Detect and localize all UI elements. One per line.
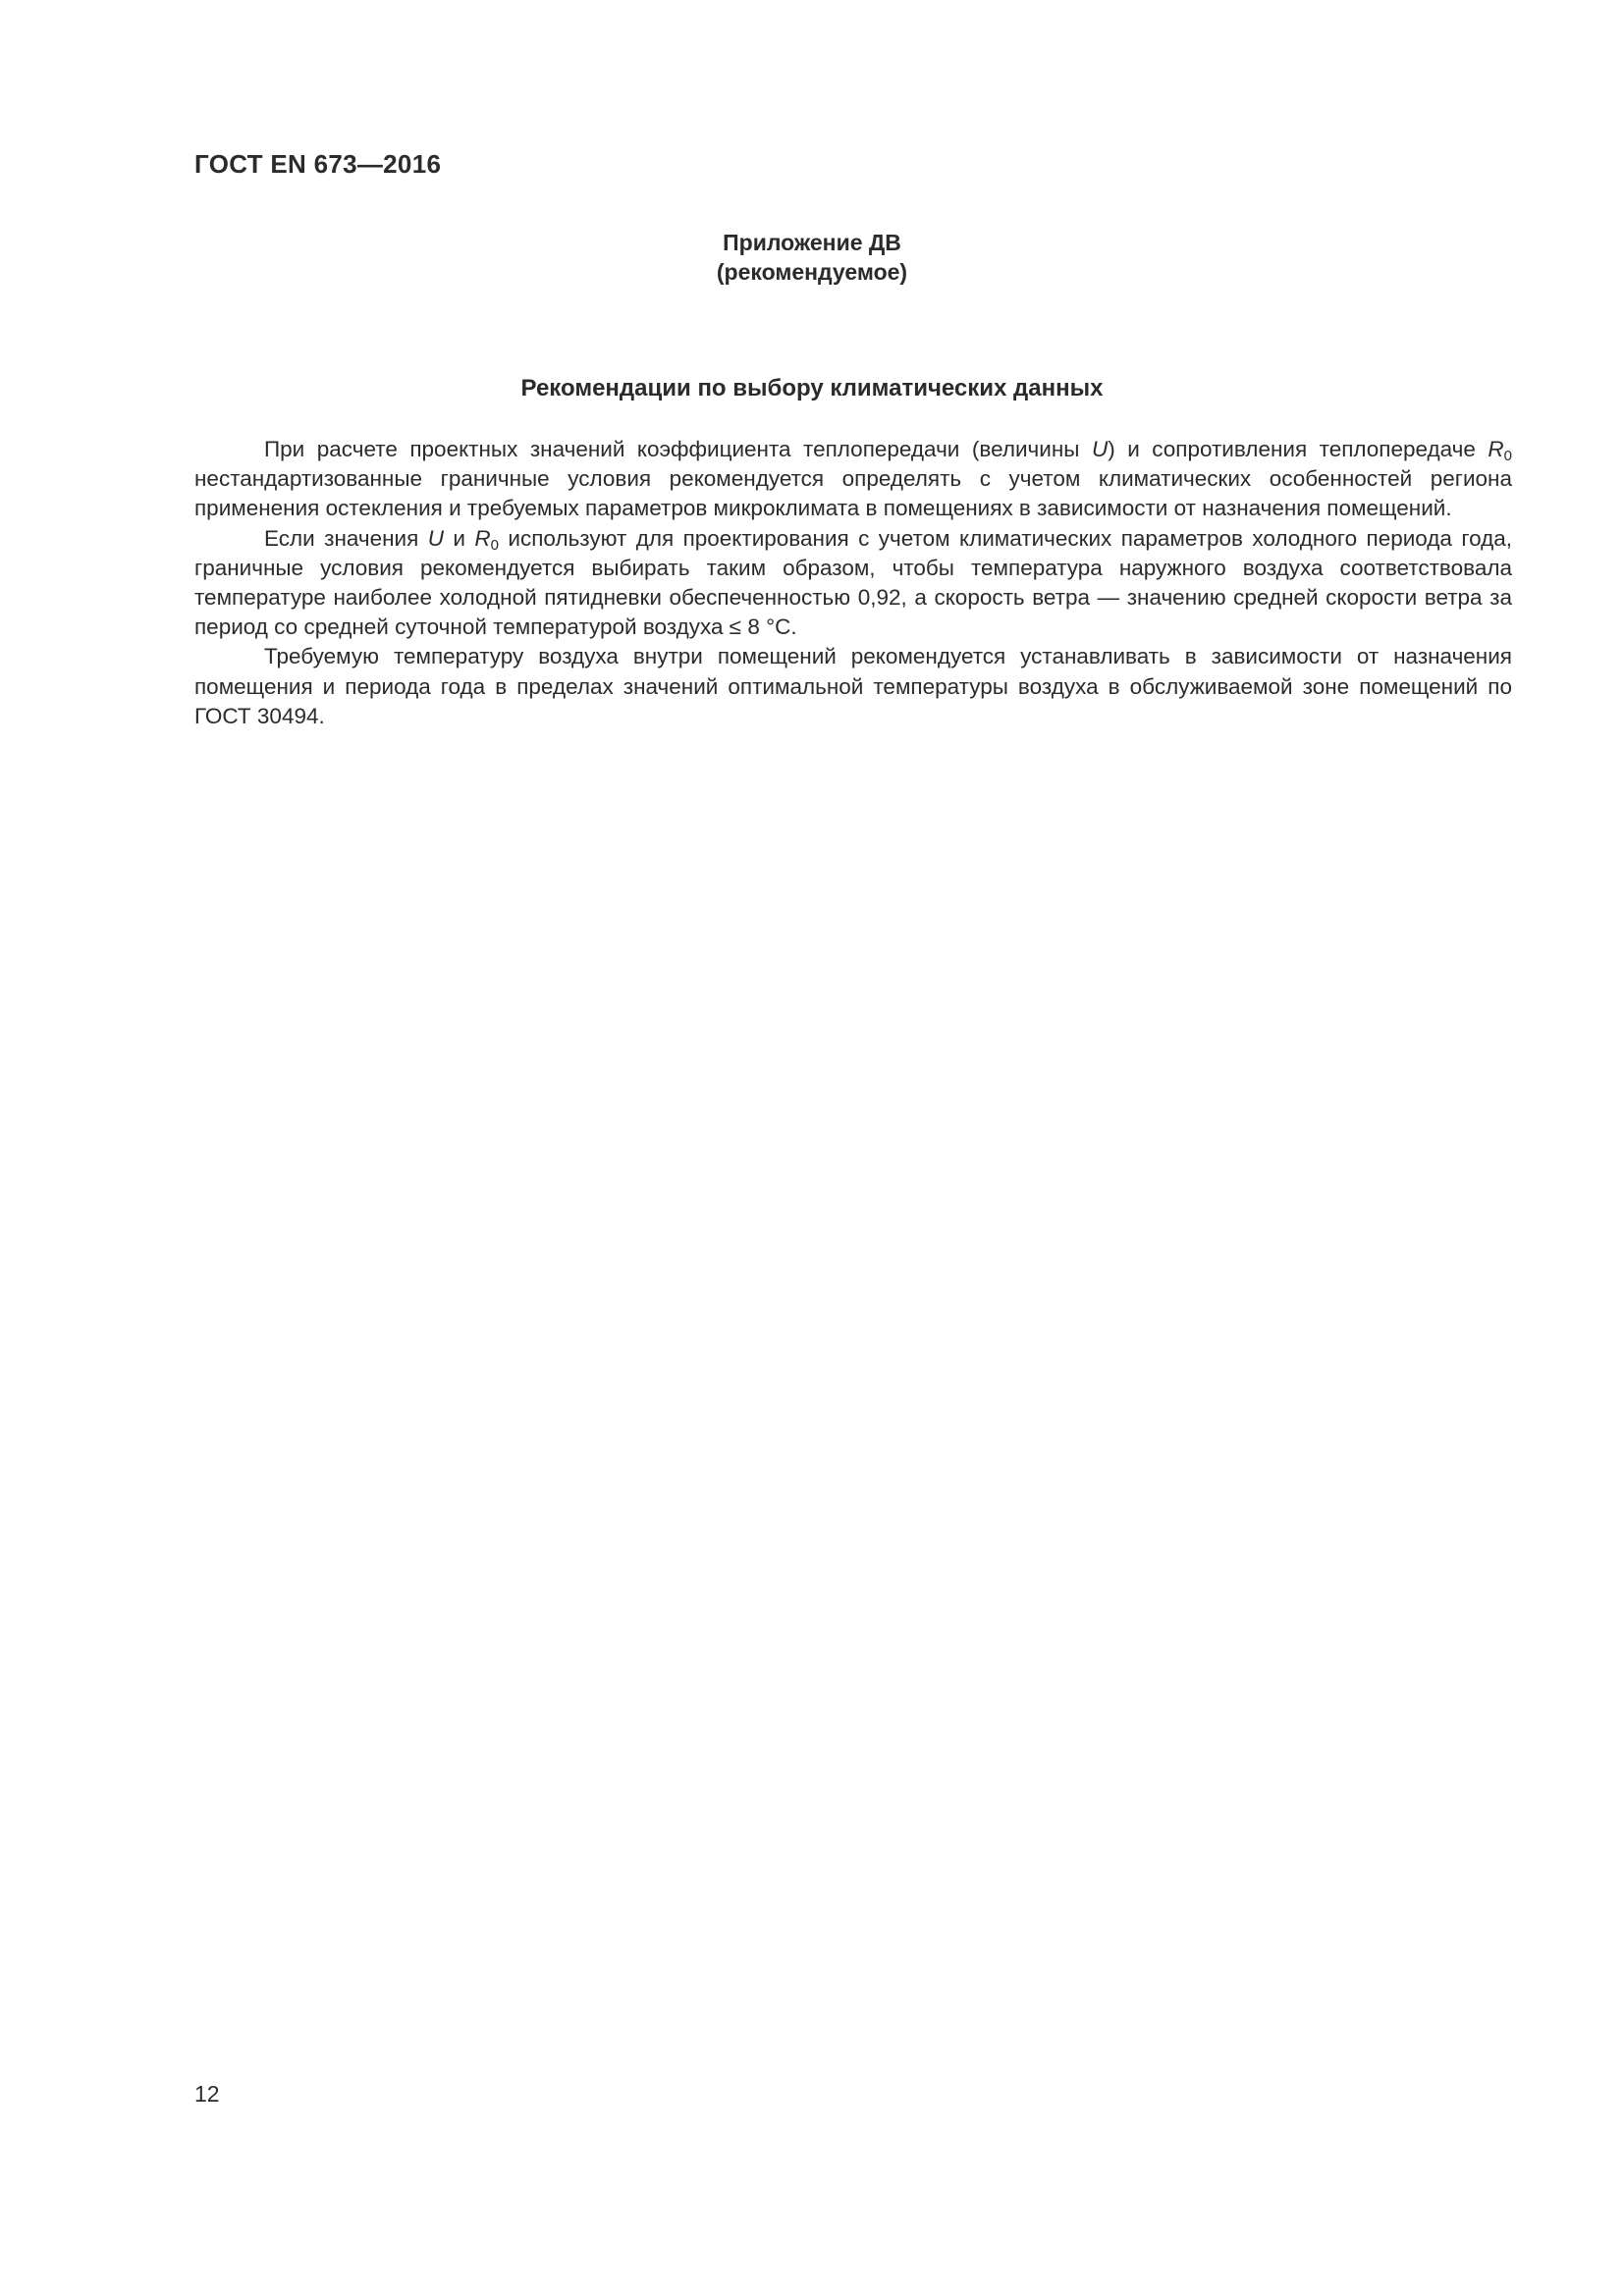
symbol-r-subscript: 0	[490, 536, 499, 554]
document-code: ГОСТ EN 673—2016	[194, 149, 442, 179]
appendix-title: Приложение ДВ	[723, 230, 901, 255]
paragraph-1	[194, 435, 1512, 524]
symbol-r-subscript: 0	[1503, 448, 1513, 464]
symbol-r: R	[474, 525, 491, 551]
symbol-r: R	[1488, 437, 1504, 461]
section-title: Рекомендации по выбору климатических данных	[520, 375, 1104, 401]
p2-text-b: и	[443, 525, 475, 551]
appendix-heading	[0, 228, 1624, 287]
paragraph-2	[194, 524, 1512, 643]
p2-text-c: используют для проектирования с учетом климатических параметров холодного периода года, граничные условия рекомендуется выбирать таким образом, чтобы температура наружного воздуха соответствовала температуре наиболее холодной пятидневки обеспеченностью 0,92, а скорость ветра — значению средней скорости ветра за период со средней суточной температурой воздуха ≤ 8 °С.	[194, 525, 1512, 640]
paragraph-3: Требуемую температуру воздуха внутри помещений рекомендуется устанавливать в зависимости от назначения помещения и периода года в пределах значений оптимальной температуры воздуха в обслуживаемой зоне помещений по ГОСТ 30494.	[194, 644, 1512, 728]
p1-text-b: ) и сопротивления теплопередаче	[1108, 437, 1489, 461]
p2-text-a: Если значения	[264, 525, 428, 551]
symbol-u: U	[1091, 437, 1109, 461]
p1-text-a: При расчете проектных значений коэффициента теплопередачи (величины	[264, 437, 1092, 461]
appendix-status: (рекомендуемое)	[716, 259, 908, 285]
p1-text-c: нестандартизованные граничные условия рекомендуется определять с учетом климатических особенностей региона применения остекления и требуемых параметров микроклимата в помещениях в зависимости от назначения помещений.	[194, 466, 1512, 521]
symbol-u: U	[427, 525, 444, 551]
body-text	[194, 435, 1512, 731]
page-number: 12	[194, 2081, 220, 2107]
